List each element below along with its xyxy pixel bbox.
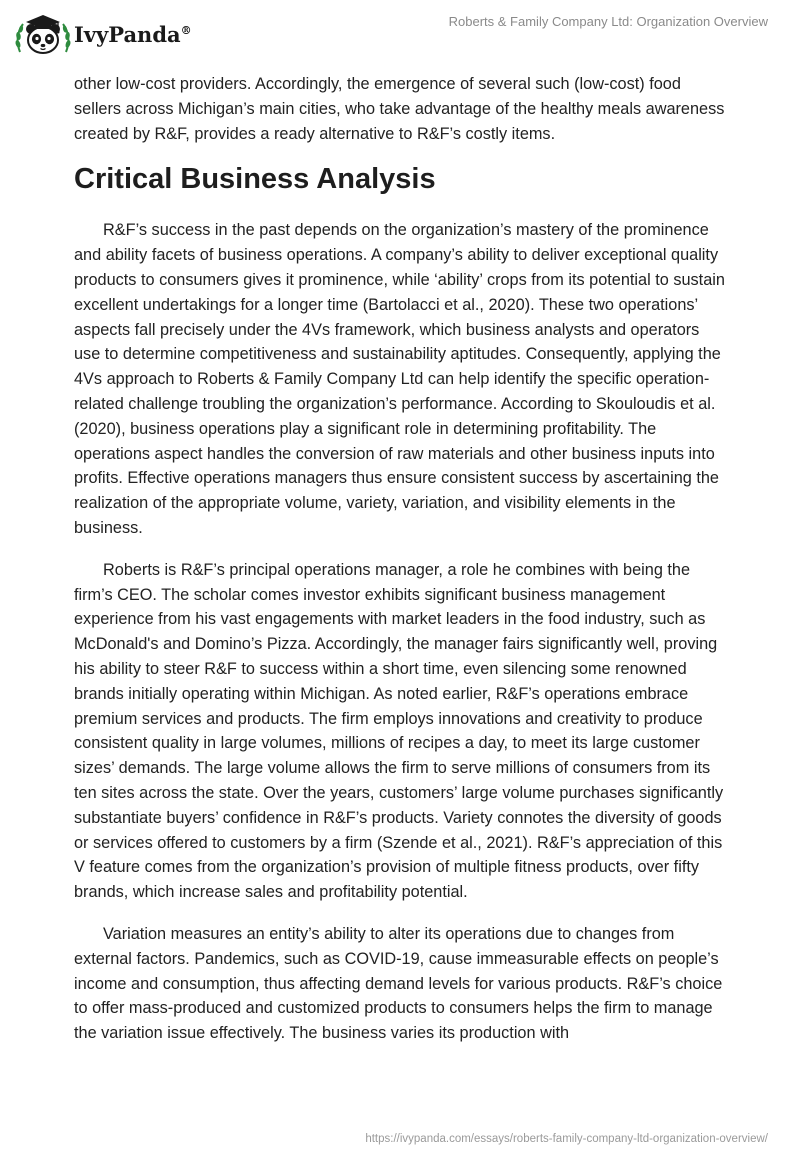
body-paragraph: Variation measures an entity’s ability to alter its operations due to changes from external factors. Pandemics, such as COVID-19, cause immeasurable effects on people’s income and consumption, thus affecting demand levels for various products. R&F’s choice to offer mass-produced and customized products to consumers helps the firm to manage the variation issue effectively. The business varies its production with [74, 924, 723, 1043]
logo-text: IvyPanda [74, 21, 181, 47]
source-url[interactable]: https://ivypanda.com/essays/roberts-family-company-ltd-organization-overview/ [365, 1133, 768, 1145]
body-paragraph: R&F’s success in the past depends on the organization’s mastery of the prominence and ability facets of business operations. A company’s ability to deliver exceptional quality products to consumers gives it prominence, while ‘ability’ crops from its potential to sustain excellent undertakings for a longer time (Bartolacci et al., 2020). These two operations’ aspects fall precisely under the 4Vs framework, which business analysts and operators use to determine competitiveness and sustainability aptitudes. Consequently, applying the 4Vs approach to Roberts & Family Company Ltd can help identify the specific operation-related challenge troubling the organization’s performance. According to Skouloudis et al. (2020), business operations play a significant role in determining profitability. The operations aspect handles the conversion of raw materials and other business inputs into profits. Effective operations managers thus ensure consistent success by ascertaining the realization of the appropriate volume, variety, variation, and visibility elements in the business. [74, 221, 725, 537]
essay-content [74, 72, 726, 1063]
ivypanda-logo[interactable] [14, 12, 192, 56]
section-heading: Critical Business Analysis [74, 163, 436, 196]
intro-paragraph: other low-cost providers. Accordingly, the emergence of several such (low-cost) food sellers across Michigan’s main cities, who take advantage of the healthy meals awareness created by R&F, provides a ready alternative to R&F’s costly items. [74, 75, 725, 143]
registered-mark: ® [180, 23, 192, 37]
document-title: Roberts & Family Company Ltd: Organization Overview [448, 14, 768, 29]
body-paragraph: Roberts is R&F’s principal operations manager, a role he combines with being the firm’s CEO. The scholar comes investor exhibits significant business management experience from his vast engagements with market leaders in the food industry, such as McDonald's and Domino’s Pizza. Accordingly, the manager fairs significantly well, proving his ability to steer R&F to success within a short time, even silencing some renowned brands initially operating within Michigan. As noted earlier, R&F’s operations embrace premium services and products. The firm employs innovations and creativity to produce consistent quality in large volumes, millions of recipes a day, to meet its large customer sizes’ demands. The large volume allows the firm to serve millions of consumers from its ten sites across the state. Over the years, customers’ large volume purchases significantly substantiate buyers’ confidence in R&F’s products. Variety connotes the diversity of goods or services offered to customers by a firm (Szende et al., 2021). R&F’s appreciation of this V feature comes from the organization’s provision of multiple fitness products, over fifty brands, which increase sales and profitability potential. [74, 560, 724, 902]
panda-graduate-icon [14, 12, 72, 56]
logo-wordmark [74, 22, 192, 47]
page-header [0, 0, 800, 70]
